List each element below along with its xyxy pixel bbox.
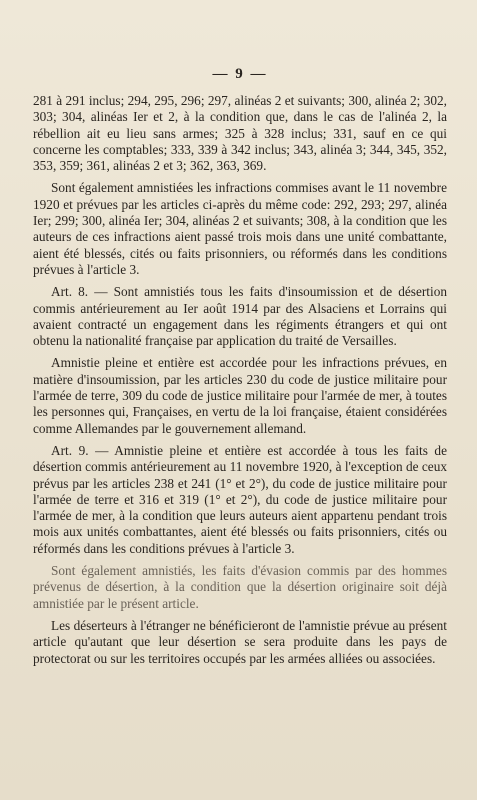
paragraph-article-7-list: 281 à 291 inclus; 294, 295, 296; 297, alinéas 2 et suivants; 300, alinéa 2; 302, 303; 304, alinéas Ier et 2, à la condition que, dans le cas de l'alinéa 2, la rébellion ait eu lieu sans armes; 325 à 328 inclus; 331, sauf en ce qui concerne les comptables; 333, 339 à 342 inclus; 343, alinéa 3; 344, 345, 352, 353, 359; 361, alinéas 2 et 3; 362, 363, 369.: [33, 93, 447, 174]
paragraph-article-9: Art. 9. — Amnistie pleine et entière est accordée à tous les faits de désertion commis antérieurement au 11 novembre 1920, à l'exception de ceux prévus par les articles 238 et 241 (1° et 2°), du code de justice militaire pour l'armée de terre et 316 et 319 (1° et 2°), du code de justice militaire pour l'armée de mer, à la condition que leurs auteurs aient appartenu pendant trois mois aux unités combattantes, aient été blessés ou faits prisonniers, cités ou réformés dans les conditions prévues à l'article 3.: [33, 442, 447, 556]
paragraph-article-8-insoumission: Amnistie pleine et entière est accordée pour les infractions prévues, en matière d'insoumission, par les articles 230 du code de justice militaire pour l'armée de terre, 309 du code de justice militaire pour l'armée de mer, à toutes les personnes qui, Françaises, en vertu de la loi française, étaient considérées comme Allemandes par le gouvernement allemand.: [33, 355, 447, 436]
page-number: — 9 —: [212, 66, 268, 82]
paragraph-article-9-deserteurs: Les déserteurs à l'étranger ne bénéficieront de l'amnistie prévue au présent article qu'autant que leur désertion se sera produite dans les pays de protectorat ou sur les territoires occupés par les armées alliées ou associées.: [33, 617, 447, 666]
paragraph-article-8: Art. 8. — Sont amnistiés tous les faits d'insoumission et de désertion commis antérieurement au Ier août 1914 par des Alsaciens et Lorrains qui avaient contracté un engagement dans les régiments étrangers et qui ont obtenu la nationalité française par application du traité de Versailles.: [33, 284, 447, 349]
paragraph-article-7-amnesty: Sont également amnistiées les infractions commises avant le 11 novembre 1920 et prévues par les articles ci-après du même code: 292, 293; 297, alinéa Ier; 299; 300, alinéa Ier; 304, alinéas 2 et suivants; 308, à la condition que les auteurs de ces infractions aient passé trois mois dans une unité combattante, aient été blessés, cités ou faits prisonniers, ou réformés dans les conditions prévues à l'article 3.: [33, 180, 447, 277]
paragraph-article-9-evasion: Sont également amnistiés, les faits d'évasion commis par des hommes prévenus de désertion, à la condition que la désertion originaire soit déjà amnistiée par le présent article.: [33, 563, 447, 611]
